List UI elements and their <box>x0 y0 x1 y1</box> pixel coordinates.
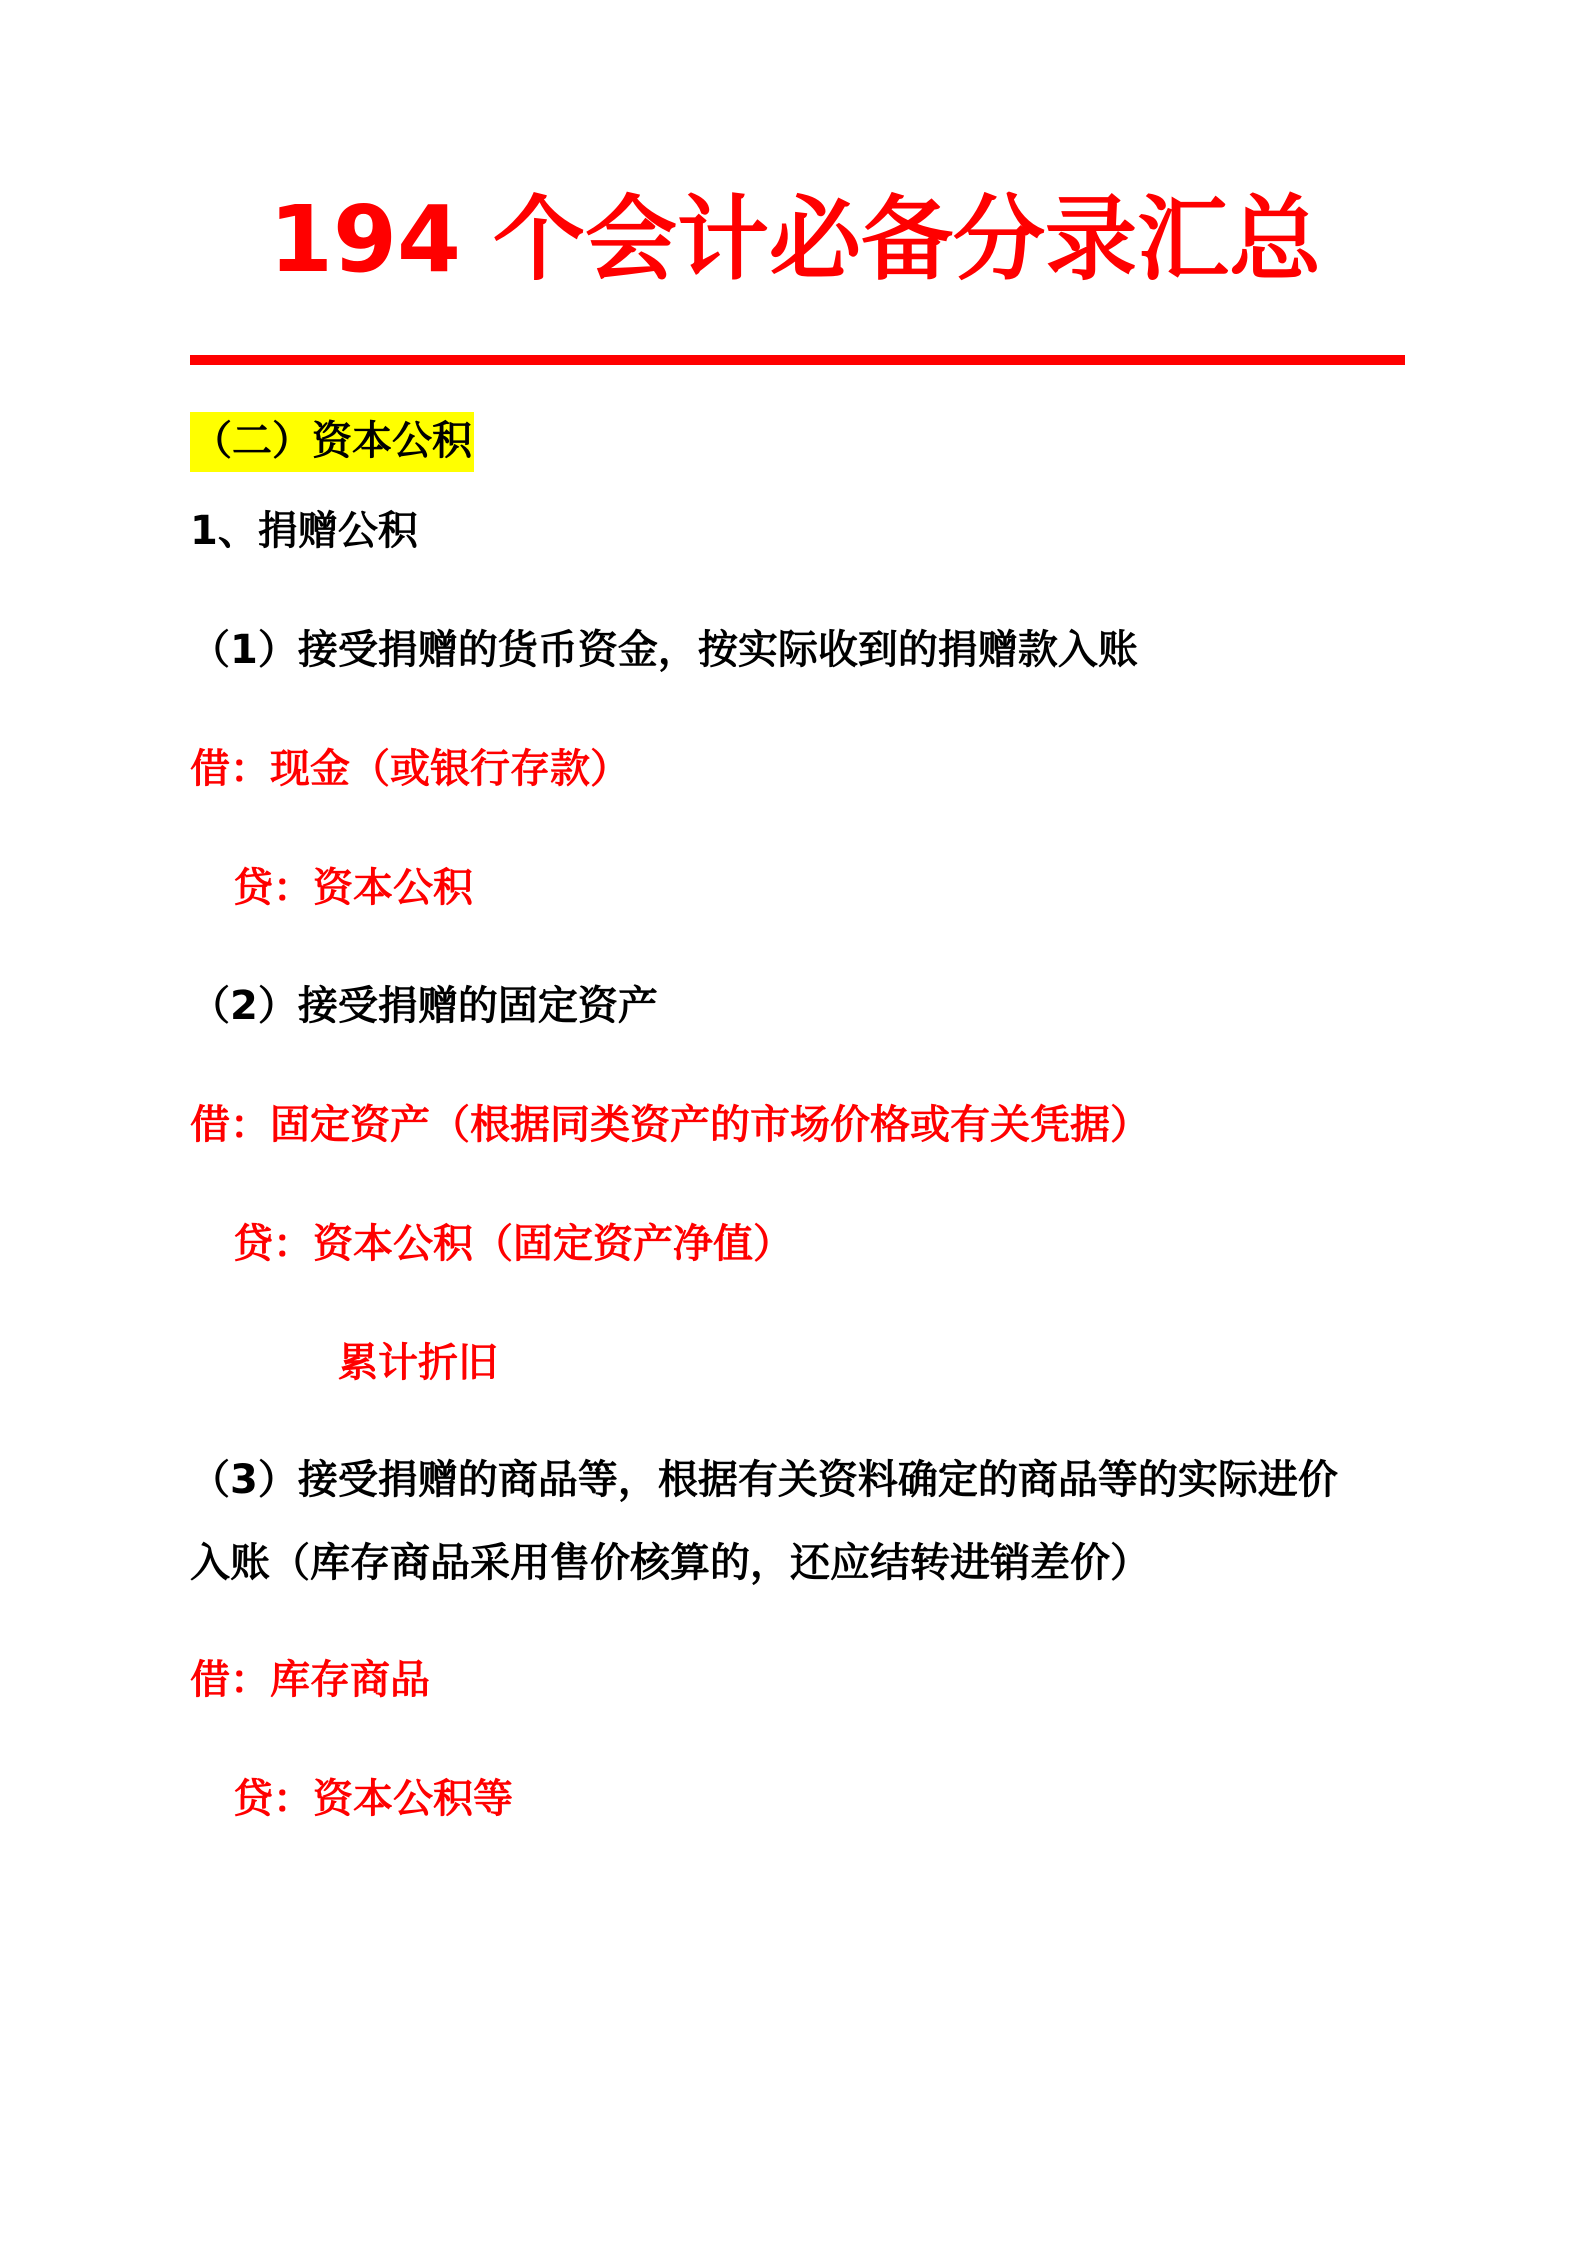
entry-1-credit: 贷：资本公积 <box>233 865 473 911</box>
entry-3-heading-line-2: 入账（库存商品采用售价核算的，还应结转进销差价） <box>190 1540 1150 1586</box>
section-heading: （二）资本公积 <box>190 412 474 472</box>
section-heading-wrap <box>190 413 474 469</box>
subsection-heading: 1、捐赠公积 <box>190 508 418 554</box>
entry-1-heading: （1）接受捐赠的货币资金，按实际收到的捐赠款入账 <box>190 627 1138 673</box>
page-title: 194 个会计必备分录汇总 <box>268 186 1322 293</box>
entry-3-debit: 借：库存商品 <box>190 1657 430 1703</box>
entry-2-debit: 借：固定资产（根据同类资产的市场价格或有关凭据） <box>190 1102 1150 1148</box>
entry-2-credit: 贷：资本公积（固定资产净值） <box>233 1221 793 1267</box>
entry-3-credit: 贷：资本公积等 <box>233 1776 513 1822</box>
entry-1-debit: 借：现金（或银行存款） <box>190 746 630 792</box>
entry-2-heading: （2）接受捐赠的固定资产 <box>190 983 658 1029</box>
entry-3-heading-line-1: （3）接受捐赠的商品等，根据有关资料确定的商品等的实际进价 <box>190 1457 1338 1503</box>
entry-2-credit-2: 累计折旧 <box>338 1340 498 1386</box>
title-divider <box>190 355 1405 365</box>
